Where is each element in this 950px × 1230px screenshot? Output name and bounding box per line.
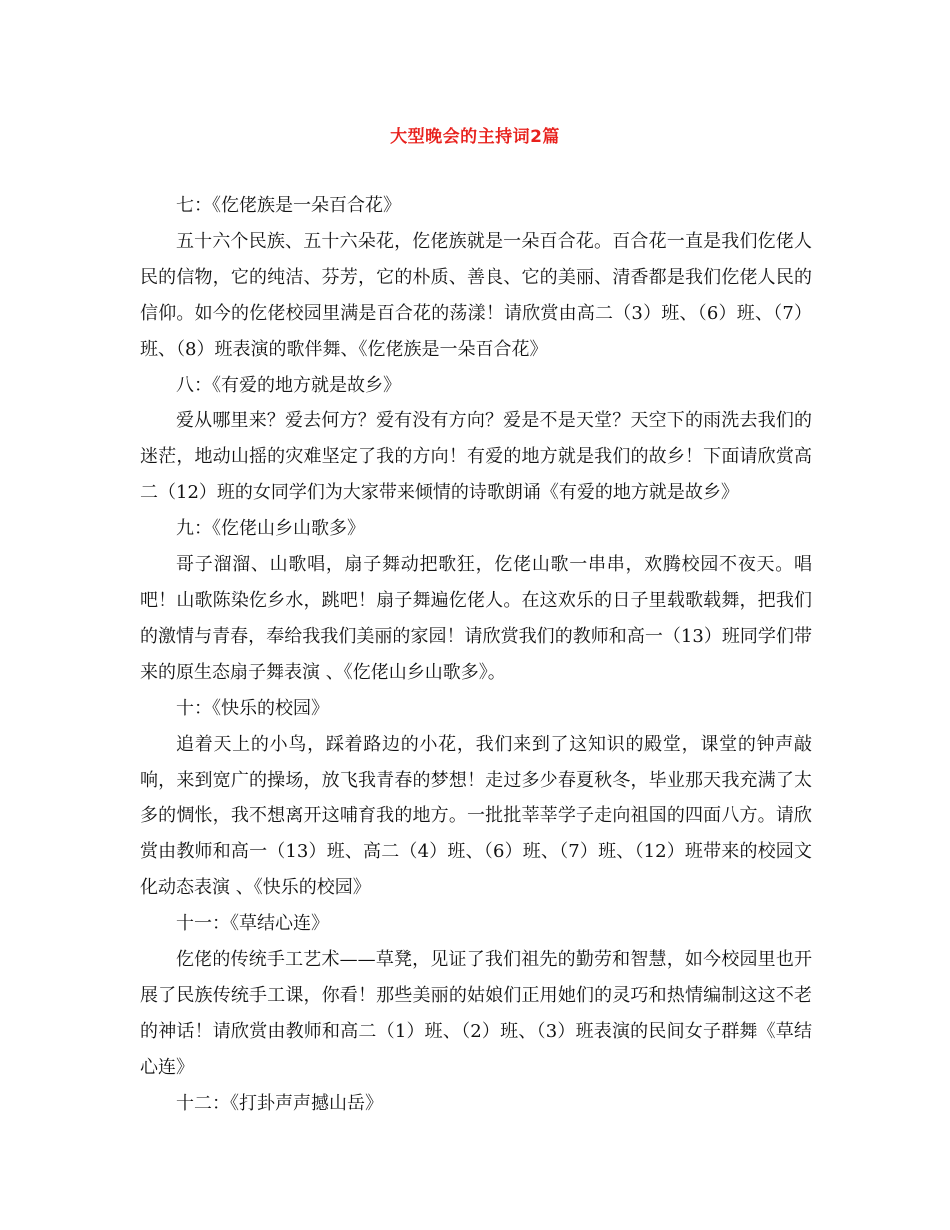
section-heading-7: 七：《仡佬族是一朵百合花》 <box>176 195 401 216</box>
section-text-10: 追着天上的小鸟，踩着路边的小花，我们来到了这知识的殿堂，课堂的钟声敲响，来到宽广的操场，放飞我青春的梦想！走过多少春夏秋冬，毕业那天我充满了太多的惆怅，我不想离开这哺育我的地方。一批批莘莘学子走向祖国的四面八方。请欣赏由教师和高一（13）班、高二（4）班、（6）班、（7）班、（12）班带来的校园文化动态表演 、《快乐的校园》 <box>140 733 812 899</box>
section-text-9: 哥子溜溜、山歌唱，扇子舞动把歌狂，仡佬山歌一串串，欢腾校园不夜天。唱吧！山歌陈染仡乡水，跳吧！扇子舞遍仡佬人。在这欢乐的日子里载歌载舞，把我们的激情与青春，奉给我我们美丽的家园！请欣赏我们的教师和高一（13）班同学们带来的原生态扇子舞表演 、《仡佬山乡山歌多》。 <box>140 554 812 683</box>
section-text-11: 仡佬的传统手工艺术——草凳，见证了我们祖先的勤劳和智慧，如今校园里也开展了民族传统手工课，你看！那些美丽的姑娘们正用她们的灵巧和热情编制这这不老的神话！请欣赏由教师和高二（1）班、（2）班、（3）班表演的民间女子群舞《草结心连》 <box>140 949 812 1078</box>
section-text-8: 爱从哪里来？爱去何方？爱有没有方向？爱是不是天堂？天空下的雨洗去我们的迷茫，地动山摇的灾难坚定了我的方向！有爱的地方就是我们的故乡！下面请欣赏高二（12）班的女同学们为大家带来倾情的诗歌朗诵《有爱的地方就是故乡》 <box>140 410 812 504</box>
section-heading-10: 十：《快乐的校园》 <box>176 697 329 719</box>
section-heading-8: 八：《有爱的地方就是故乡》 <box>176 374 401 396</box>
section-text-7: 五十六个民族、五十六朵花，仡佬族就是一朵百合花。百合花一直是我们仡佬人民的信物，它的纯洁、芬芳，它的朴质、善良、它的美丽、清香都是我们仡佬人民的信仰。如今的仡佬校园里满是百合花的荡漾！请欣赏由高二（3）班、（6）班、（7）班、（8）班表演的歌伴舞、《仡佬族是一朵百合花》 <box>140 230 812 360</box>
section-heading-9: 九：《仡佬山乡山歌多》 <box>176 518 365 540</box>
section-heading-11: 十一：《草结心连》 <box>176 913 329 935</box>
document-title: 大型晚会的主持词2篇 <box>390 127 560 147</box>
section-heading-12: 十二：《打卦声声撼山岳》 <box>176 1092 383 1114</box>
document-body <box>140 188 812 1122</box>
